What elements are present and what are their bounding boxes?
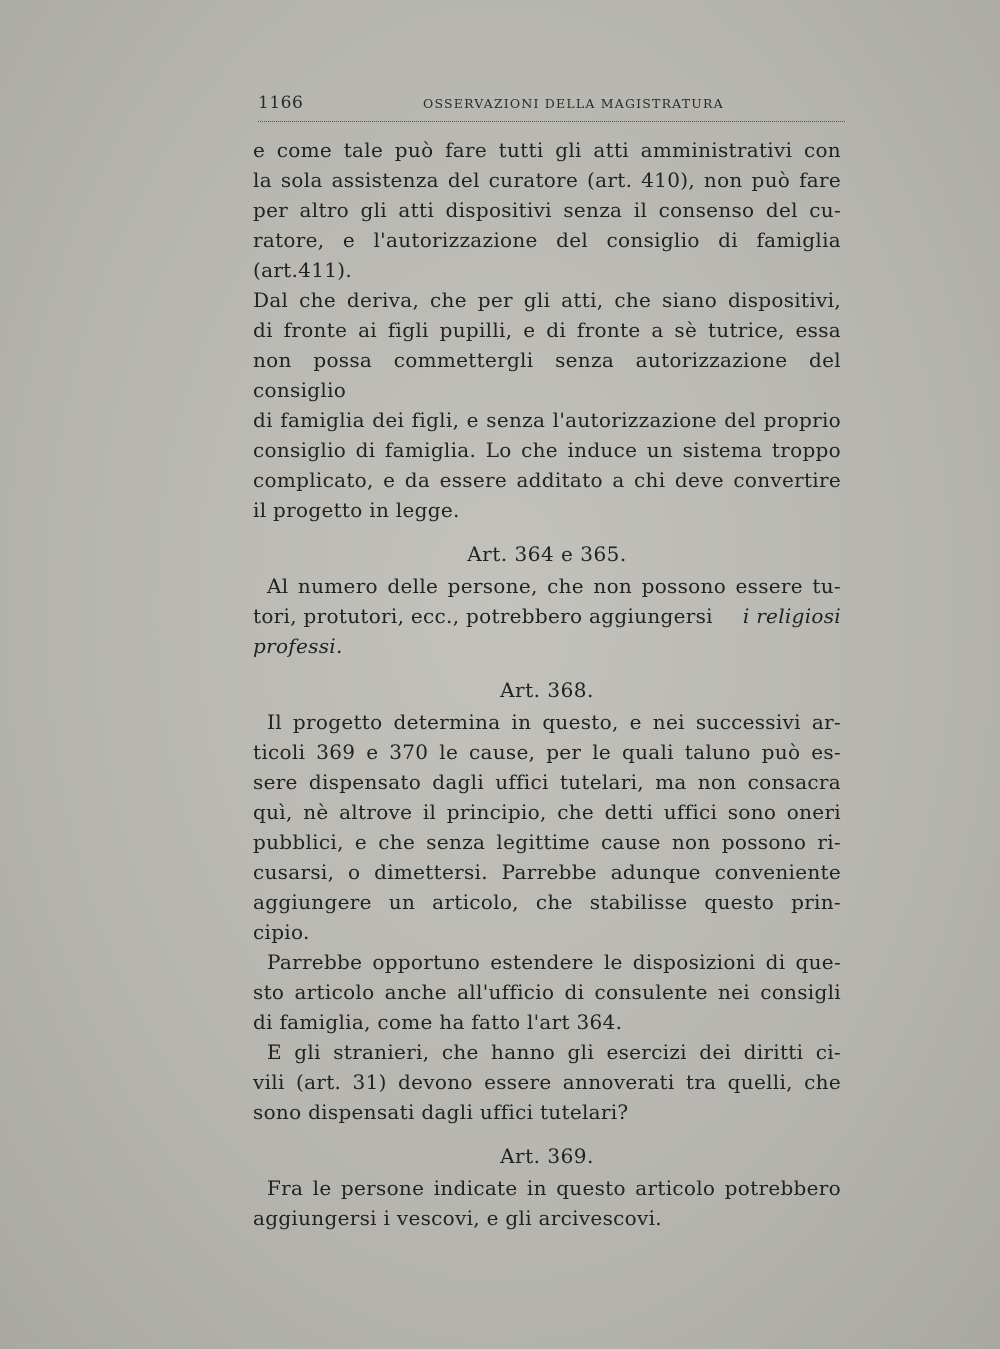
text-line-italic: professi.: [253, 634, 343, 658]
text-line: [253, 601, 841, 631]
text-line: di famiglia, come ha fatto l'art 364.: [253, 1010, 623, 1034]
text-line: aggiungersi i vescovi, e gli arcivescovi.: [253, 1206, 662, 1230]
page-header: [258, 93, 843, 119]
text-line: sono dispensati dagli uffici tutelari?: [253, 1100, 629, 1124]
text-line: il progetto in legge.: [253, 498, 460, 522]
text-line: ratore, e l'autorizzazione del consiglio di famiglia (art.411).: [253, 228, 841, 282]
text-line: non possa commettergli senza autorizzazione del consiglio: [253, 348, 841, 402]
text-line: aggiungere un articolo, che stabilisse questo prin-: [253, 890, 841, 914]
text-line: la sola assistenza del curatore (art. 410), non può fare: [253, 168, 841, 192]
text-line: consiglio di famiglia. Lo che induce un sistema troppo: [253, 438, 841, 462]
text-line: vili (art. 31) devono essere annoverati tra quelli, che: [253, 1070, 841, 1094]
article-heading: Art. 368.: [500, 678, 594, 702]
text-line: Il progetto determina in questo, e nei successivi ar-: [267, 710, 841, 734]
text-line: sere dispensato dagli uffici tutelari, ma non consacra: [253, 770, 841, 794]
text-line: di famiglia dei figli, e senza l'autorizzazione del proprio: [253, 408, 841, 432]
text-line: di fronte ai figli pupilli, e di fronte a sè tutrice, essa: [253, 318, 841, 342]
text-line: cusarsi, o dimettersi. Parrebbe adunque conveniente: [253, 860, 841, 884]
page-number: 1166: [258, 93, 304, 113]
text-line: Parrebbe opportuno estendere le disposizioni di que-: [267, 950, 841, 974]
text-line: per altro gli atti dispositivi senza il consenso del cu-: [253, 198, 841, 222]
text-line: sto articolo anche all'ufficio di consulente nei consigli: [253, 980, 841, 1004]
text-line: quì, nè altrove il principio, che detti uffici sono oneri: [253, 800, 841, 824]
paragraph-3: [253, 707, 841, 947]
paragraph-5: [253, 1037, 841, 1127]
paragraph-1: [253, 135, 841, 525]
text-line: complicato, e da essere additato a chi deve convertire: [253, 468, 841, 492]
body-text: [253, 135, 841, 1233]
text-line: E gli stranieri, che hanno gli esercizi dei diritti ci-: [267, 1040, 841, 1064]
text-segment-italic: i religiosi: [742, 604, 841, 628]
text-segment: tori, protutori, ecc., potrebbero aggiungersi: [253, 604, 713, 628]
article-heading: Art. 369.: [500, 1144, 594, 1168]
text-line: Al numero delle persone, che non possono essere tu-: [267, 574, 841, 598]
text-line: cipio.: [253, 920, 310, 944]
text-line: ticoli 369 e 370 le cause, per le quali taluno può es-: [253, 740, 841, 764]
paragraph-2: [253, 571, 841, 661]
paragraph-6: [253, 1173, 841, 1233]
text-line: Dal che deriva, che per gli atti, che siano dispositivi,: [253, 288, 841, 312]
header-divider: [258, 121, 845, 122]
article-heading: Art. 364 e 365.: [467, 542, 627, 566]
running-title: OSSERVAZIONI DELLA MAGISTRATURA: [423, 96, 724, 111]
text-line: e come tale può fare tutti gli atti amministrativi con: [253, 138, 841, 162]
text-line: Fra le persone indicate in questo articolo potrebbero: [267, 1176, 841, 1200]
text-line: pubblici, e che senza legittime cause non possono ri-: [253, 830, 841, 854]
paragraph-4: [253, 947, 841, 1037]
